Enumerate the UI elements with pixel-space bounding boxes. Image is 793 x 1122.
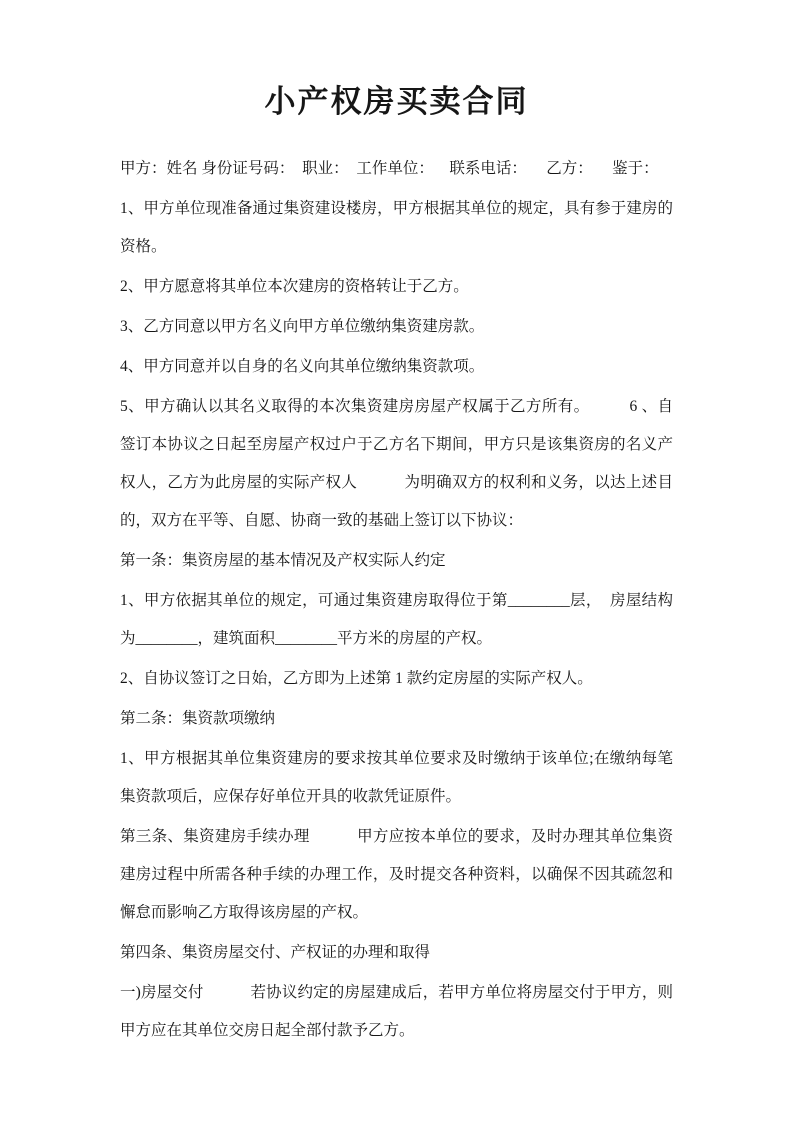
recital-5-6: 5、甲方确认以其名义取得的本次集资建房房屋产权属于乙方所有。 6 、自签订本协议之日起至房屋产权过户于乙方名下期间，甲方只是该集资房的名义产权人，乙方为此房屋的实际产权人 为明确双方的权利和义务，以达上述目的，双方在平等、自愿、协商一致的基础上签订以下协议：	[120, 398, 673, 529]
article-4-heading: 第四条、集资房屋交付、产权证的办理和取得	[120, 944, 431, 961]
recital-1: 1、甲方单位现准备通过集资建设楼房，甲方根据其单位的规定，具有参于建房的资格。	[120, 200, 673, 255]
article-1-heading: 第一条：集资房屋的基本情况及产权实际人约定	[120, 552, 446, 569]
page-title: 小产权房买卖合同	[264, 84, 529, 119]
article-2-clause-1: 1、甲方根据其单位集资建房的要求按其单位要求及时缴纳于该单位;在缴纳每笔集资款项后，应保存好单位开具的收款凭证原件。	[120, 750, 673, 805]
recital-2: 2、甲方愿意将其单位本次建房的资格转让于乙方。	[120, 278, 469, 295]
recital-3: 3、乙方同意以甲方名义向甲方单位缴纳集资建房款。	[120, 318, 485, 335]
article-2-heading: 第二条：集资款项缴纳	[120, 710, 276, 727]
article-4-clause-1: 一)房屋交付 若协议约定的房屋建成后，若甲方单位将房屋交付于甲方，则甲方应在其单位交房日起全部付款予乙方。	[120, 984, 673, 1039]
recital-4: 4、甲方同意并以自身的名义向其单位缴纳集资款项。	[120, 358, 485, 375]
article-1-clause-1: 1、甲方依据其单位的规定，可通过集资建房取得位于第________层， 房屋结构为________，建筑面积________平方米的房屋的产权。	[120, 592, 673, 647]
parties-line: 甲方：姓名 身份证号码： 职业： 工作单位： 联系电话： 乙方： 鉴于：	[120, 160, 659, 177]
article-3-clause: 第三条、集资建房手续办理 甲方应按本单位的要求，及时办理其单位集资建房过程中所需各种手续的办理工作，及时提交各种资料，以确保不因其疏忽和懈怠而影响乙方取得该房屋的产权。	[120, 828, 673, 921]
article-1-clause-2: 2、自协议签订之日始，乙方即为上述第 1 款约定房屋的实际产权人。	[120, 670, 593, 687]
